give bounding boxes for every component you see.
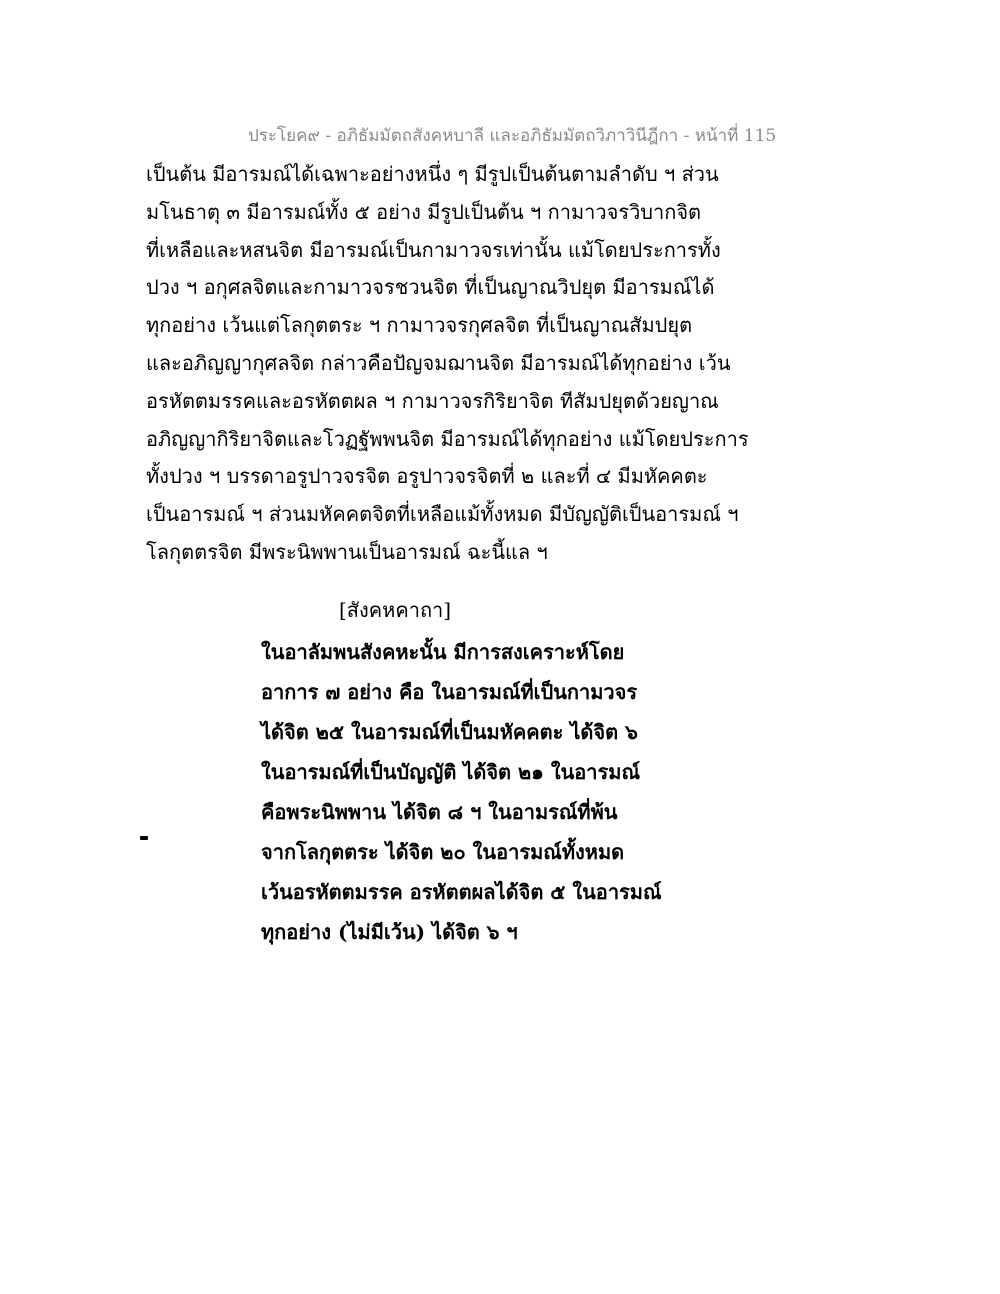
verse-line: ทุกอย่าง (ไม่มีเว้น) ได้จิต ๖ ฯ [261,920,518,944]
body-line: อรหัตตมรรคและอรหัตตผล ฯ กามาวจรกิริยาจิต ทีสัมปยุตด้วยญาณ [146,388,719,413]
body-line: ปวง ฯ อกุศลจิตและกามาวจรชวนจิต ที่เป็นญาณวิปยุต มีอารมณ์ได้ [146,275,715,300]
verse-line: อาการ ๗ อย่าง คือ ในอารมณ์ที่เป็นกามวจร [261,680,638,704]
verse-line: เว้นอรหัตตมรรค อรหัตตผลได้จิต ๕ ในอารมณ์ [261,880,662,904]
body-line: ที่เหลือและหสนจิต มีอารมณ์เป็นกามาวจรเท่านั้น แม้โดยประการทั้ง [146,237,721,262]
verse-line: ในอาลัมพนสังคหะนั้น มีการสงเคราะห์โดย [261,640,625,664]
margin-mark [140,836,148,840]
body-line: ทุกอย่าง เว้นแต่โลกุตตระ ฯ กามาวจรกุศลจิต ที่เป็นญาณสัมปยุต [146,313,693,338]
body-line: และอภิญญากุศลจิต กล่าวคือปัญจมฌานจิต มีอารมณ์ได้ทุกอย่าง เว้น [146,350,731,375]
body-line: อภิญญากิริยาจิตและโวฏฐัพพนจิต มีอารมณ์ได้ทุกอย่าง แม้โดยประการ [146,426,749,451]
verse-line: ได้จิต ๒๕ ในอารมณ์ที่เป็นมหัคคตะ ได้จิต ๖ [261,720,638,744]
verse-line: คือพระนิพพาน ได้จิต ๘ ฯ ในอามรณ์ที่พ้น [261,800,618,824]
verse-line: จากโลกุตตระ ได้จิต ๒๐ ในอารมณ์ทั้งหมด [261,840,625,864]
body-line: เป็นต้น มีอารมณ์ได้เฉพาะอย่างหนึ่ง ๆ มีรูปเป็นต้นตามลำดับ ฯ ส่วน [146,162,719,186]
page-header: ประโยค๙ - อภิธัมมัตถสังคหบาลี และอภิธัมมัตถวิภาวินีฎีกา - หน้าที่ 115 [248,126,777,146]
body-line: ทั้งปวง ฯ บรรดาอรูปาวจรจิต อรูปาวจรจิตที่ ๒ และที่ ๔ มีมหัคคตะ [146,464,708,489]
body-paragraph [146,156,749,572]
verse-line: ในอารมณ์ที่เป็นบัญญัติ ได้จิต ๒๑ ในอารมณ์ [261,760,640,784]
verse-block [261,632,681,952]
body-line: เป็นอารมณ์ ฯ ส่วนมหัคคตจิตที่เหลือแม้ทั้งหมด มีบัญญัติเป็นอารมณ์ ฯ [146,502,739,527]
body-line: มโนธาตุ ๓ มีอารมณ์ทั้ง ๕ อย่าง มีรูปเป็นต้น ฯ กามาวจรวิบากจิต [146,199,702,224]
section-title: [สังคหคาถา] [339,598,452,622]
body-line: โลกุตตรจิต มีพระนิพพานเป็นอารมณ์ ฉะนี้แล ฯ [146,539,548,564]
